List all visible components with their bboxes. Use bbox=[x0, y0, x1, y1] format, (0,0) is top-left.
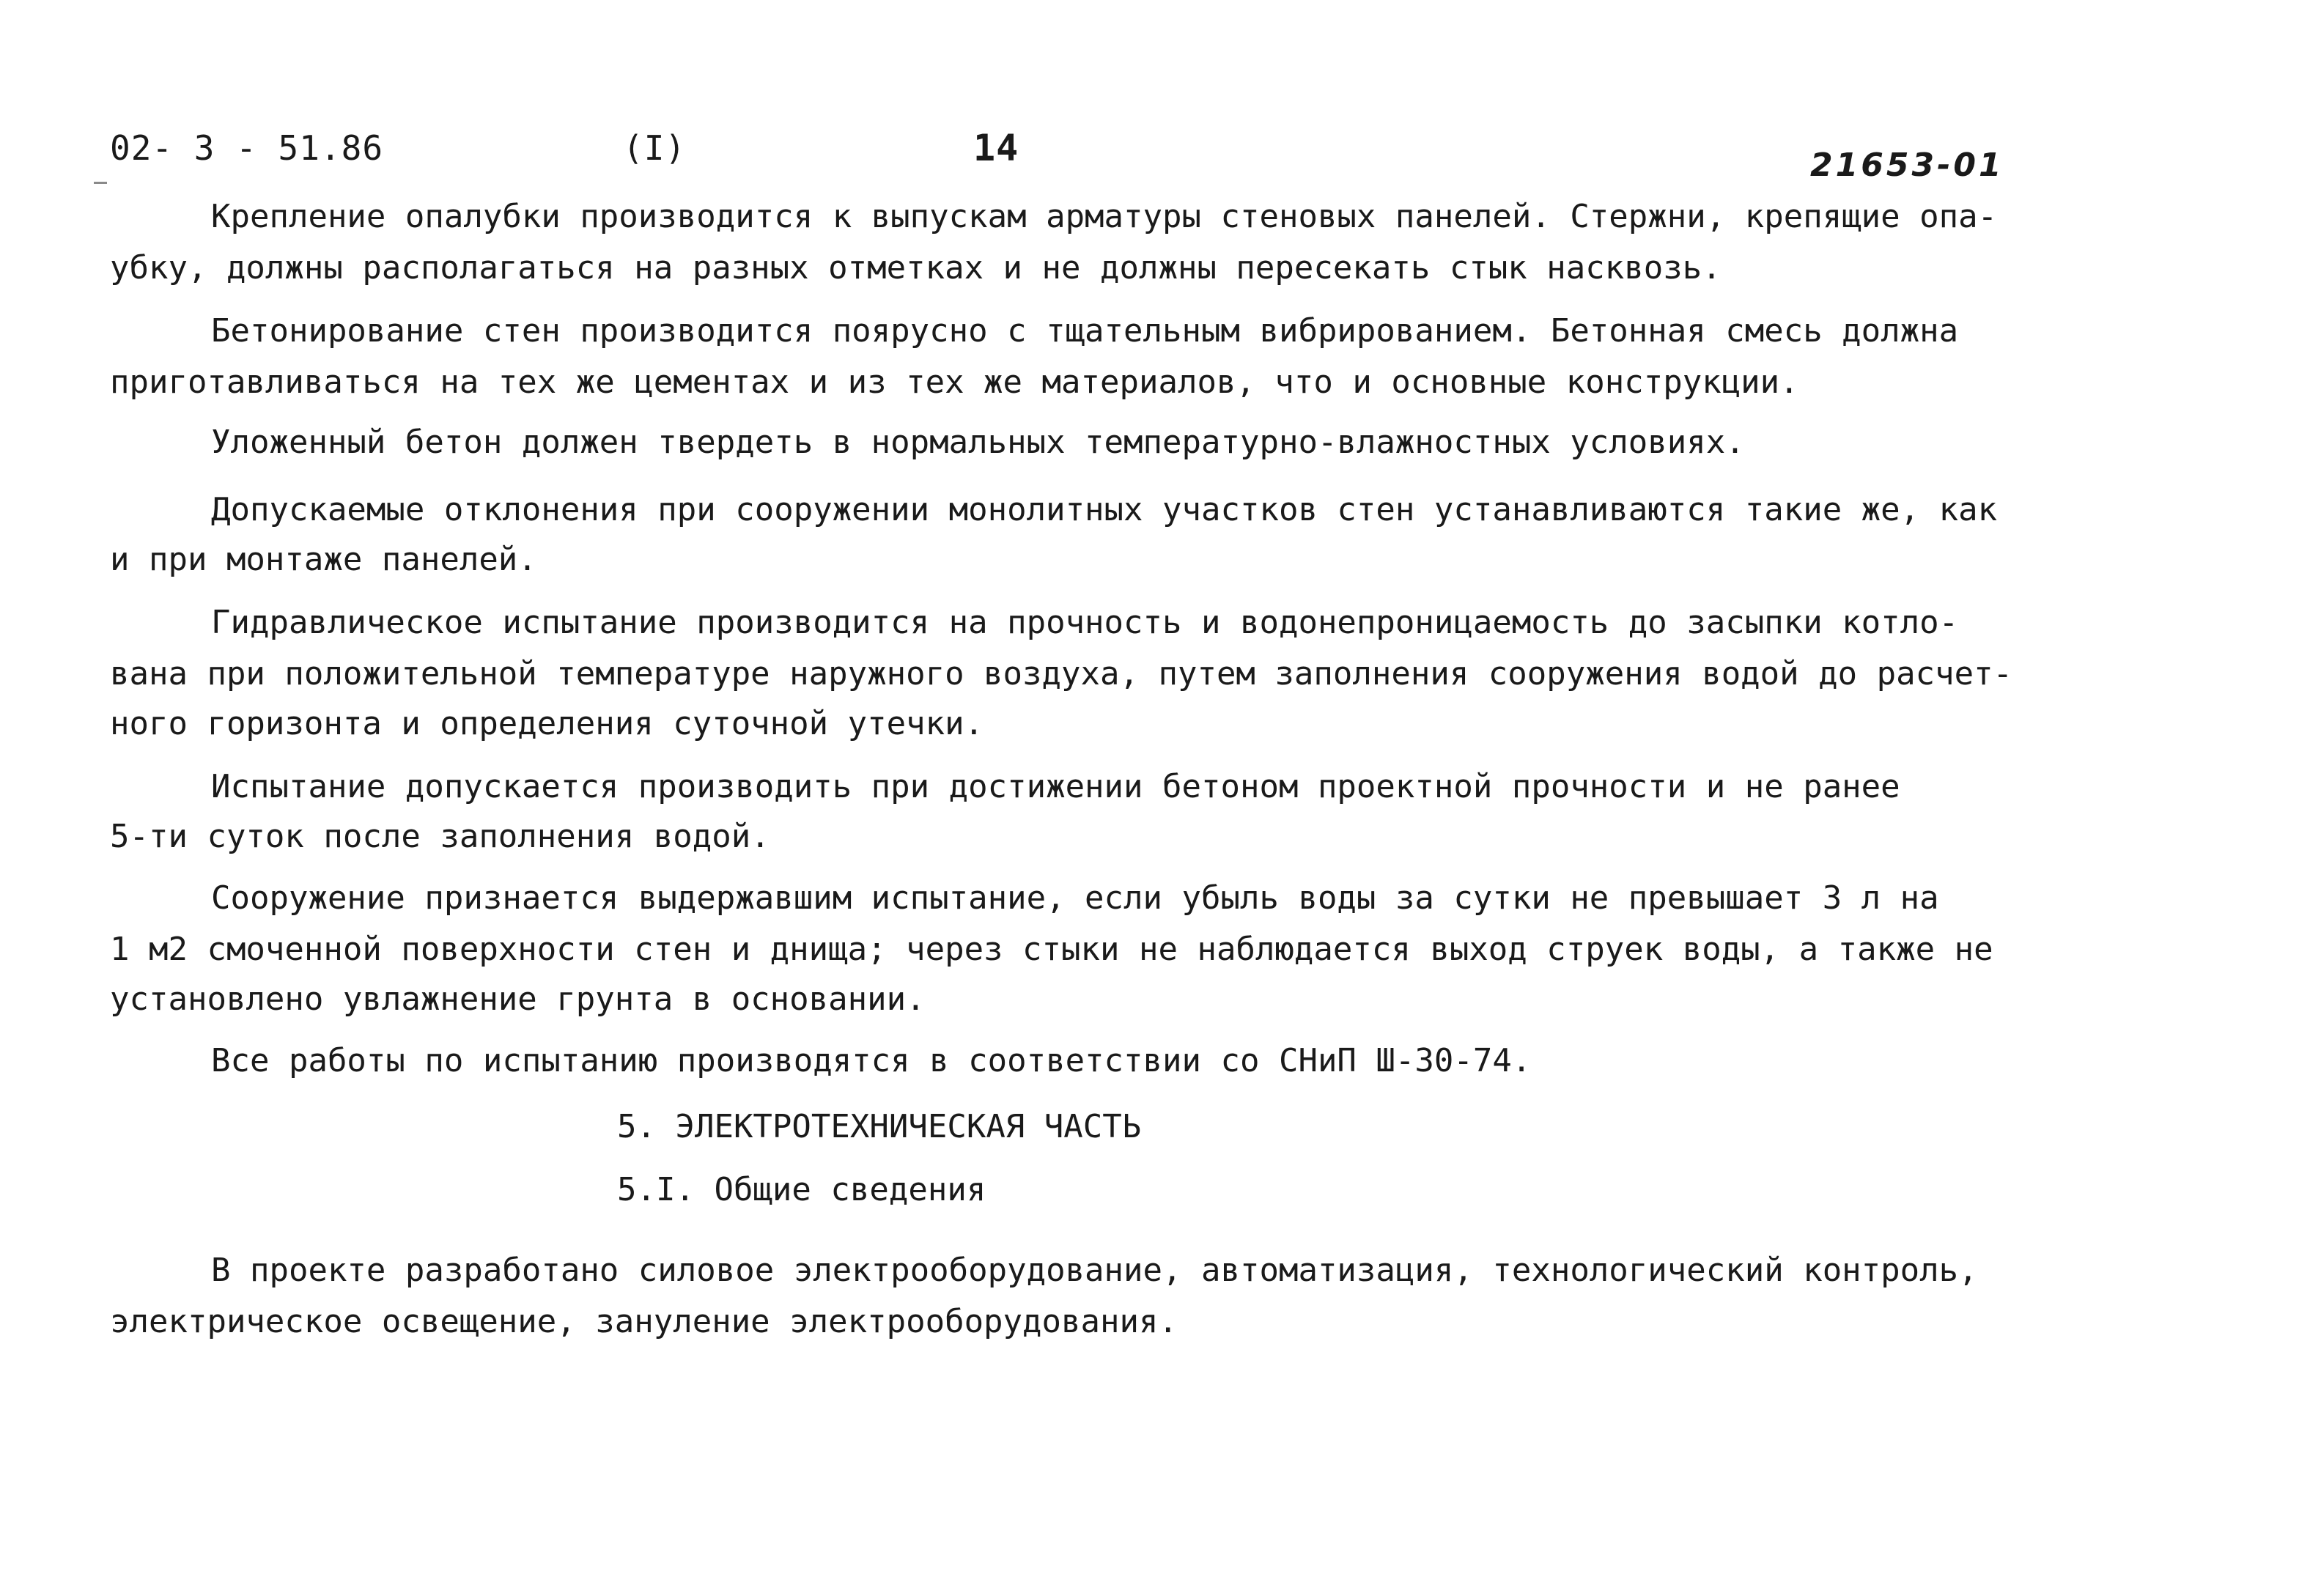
paragraph-line: убку, должны располагаться на разных отметках и не должны пересекать стык насквозь. bbox=[110, 249, 1722, 287]
paragraph-line: вана при положительной температуре наружного воздуха, путем заполнения сооружения водой до расчет- bbox=[110, 655, 2013, 692]
paragraph-line: Все работы по испытанию производятся в соответствии со СНиП Ш-30-74. bbox=[211, 1042, 1532, 1079]
paragraph-line: Крепление опалубки производится к выпускам арматуры стеновых панелей. Стержни, крепящие опа- bbox=[211, 198, 1998, 235]
paragraph-line: Бетонирование стен производится поярусно с тщательным вибрированием. Бетонная смесь должна bbox=[211, 312, 1959, 350]
document-code: 02- 3 - 51.86 bbox=[110, 128, 384, 168]
paragraph-line: и при монтаже панелей. bbox=[110, 541, 537, 578]
paragraph-line: Испытание допускается производить при достижении бетоном проектной прочности и не ранее bbox=[211, 768, 1900, 805]
document-part: (I) bbox=[623, 128, 687, 168]
section-subtitle: 5.I. Общие сведения bbox=[617, 1171, 986, 1208]
paragraph-line: ного горизонта и определения суточной утечки. bbox=[110, 705, 984, 742]
paragraph-line: Уложенный бетон должен твердеть в нормальных температурно-влажностных условиях. bbox=[211, 424, 1745, 461]
section-title: 5. ЭЛЕКТРОТЕХНИЧЕСКАЯ ЧАСТЬ bbox=[617, 1108, 1142, 1145]
paragraph-line: Гидравлическое испытание производится на прочность и водонепроницаемость до засыпки котло- bbox=[211, 604, 1959, 641]
paragraph-line: Сооружение признается выдержавшим испытание, если убыль воды за сутки не превышает 3 л на bbox=[211, 879, 1939, 917]
paragraph-line: установлено увлажнение грунта в основании. bbox=[110, 980, 926, 1018]
paragraph-line: электрическое освещение, зануление электрооборудования. bbox=[110, 1303, 1178, 1340]
paragraph-line: 1 м2 смоченной поверхности стен и днища; через стыки не наблюдается выход струек воды, а также не bbox=[110, 931, 1993, 968]
paragraph-line: Допускаемые отклонения при сооружении монолитных участков стен устанавливаются такие же, как bbox=[211, 491, 1998, 528]
margin-mark bbox=[94, 182, 107, 184]
page-number: 14 bbox=[973, 127, 1019, 169]
paragraph-line: приготавливаться на тех же цементах и из тех же материалов, что и основные конструкции. bbox=[110, 363, 1799, 401]
paragraph-line: 5-ти суток после заполнения водой. bbox=[110, 818, 770, 855]
paragraph-line: В проекте разработано силовое электрооборудование, автоматизация, технологический контроль, bbox=[211, 1252, 1978, 1289]
inventory-number: 21653-01 bbox=[1810, 147, 2004, 184]
